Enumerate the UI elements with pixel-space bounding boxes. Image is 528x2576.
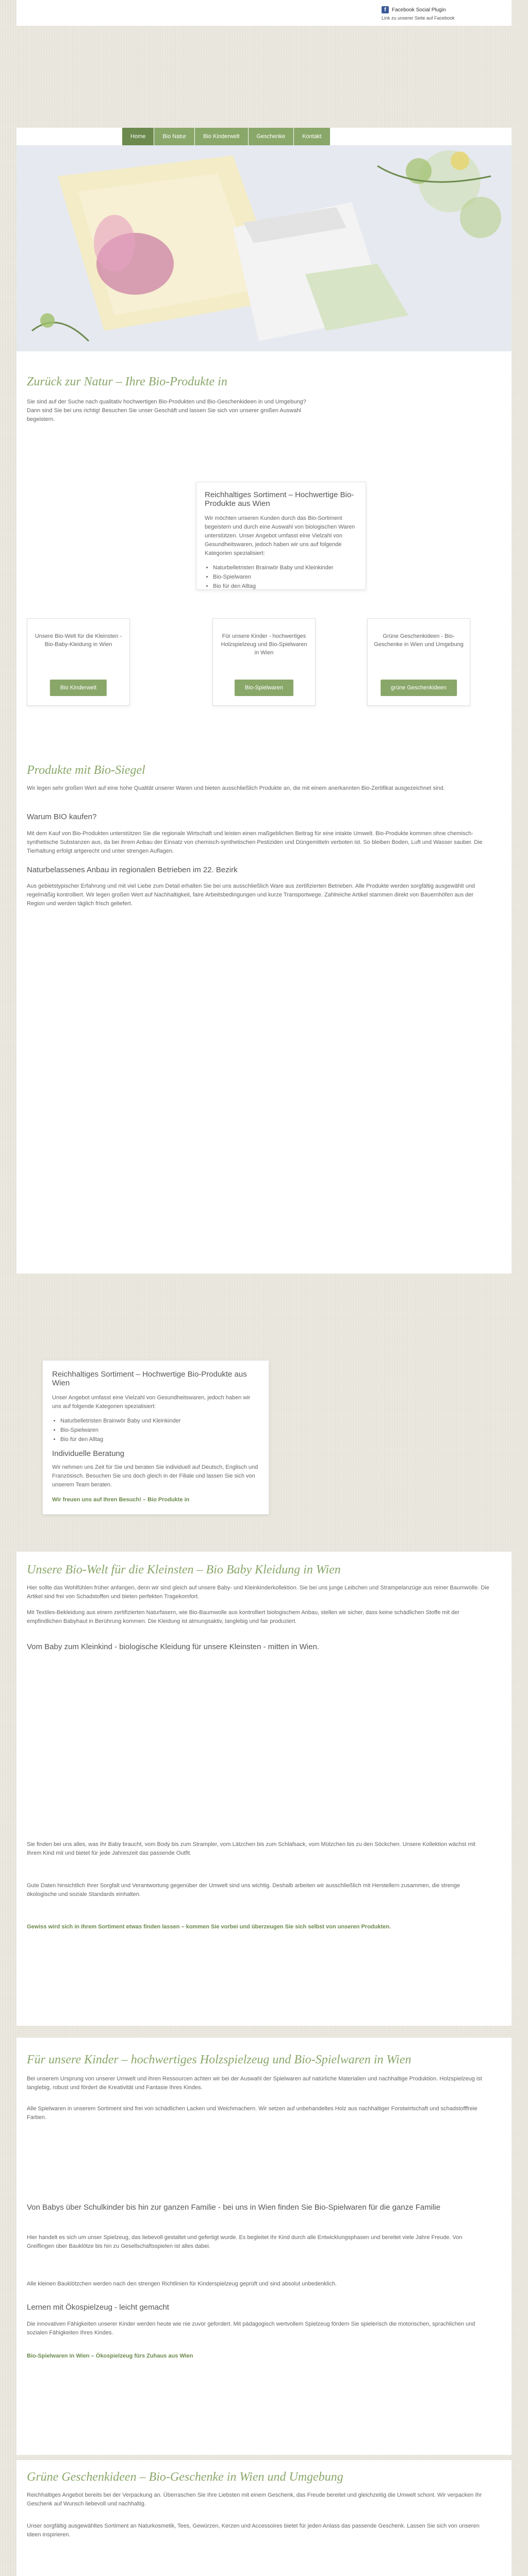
hero-image — [16, 145, 512, 351]
hero-illustration — [16, 145, 512, 351]
sortiment-panel — [196, 482, 366, 590]
geschenke-text-2: Unser sorgfältig ausgewähltes Sortiment an Naturkosmetik, Tees, Gewürzen, Kerzen und Accessoires bietet für jeden Anlass das passende Geschenk. Lassen Sie sich von unseren Ideen inspirieren. — [27, 2523, 480, 2538]
nav-item-home[interactable]: Home — [122, 128, 154, 145]
cta-box-geschenke — [367, 618, 470, 706]
facebook-icon: f — [382, 6, 389, 13]
siegel-question: Warum BIO kaufen? — [27, 812, 97, 821]
middle-panel-list — [52, 1416, 259, 1444]
intro-heading: Zurück zur Natur – Ihre Bio-Produkte in — [27, 375, 227, 388]
main-nav — [122, 128, 331, 145]
list-item: • Naturbelletristen Brainwör Baby und Kleinkinder — [60, 1416, 259, 1426]
list-item: • Bio für den Alltag — [60, 1435, 259, 1444]
middle-sortiment-panel — [42, 1360, 269, 1515]
spielwaren-text-5: Die innovativen Fähigkeiten unserer Kinder werden heute wie nie zuvor gefordert. Mit pädagogisch wertvollem Spielzeug fördern Sie spielerisch die motorischen, sprachlichen und sozialen Fähigkeiten Ihres Kindes. — [27, 2321, 475, 2336]
geschenke-button[interactable]: grüne Geschenkideen — [381, 680, 457, 696]
cta-title-spielwaren: Für unsere Kinder - hochwertiges Holzspielzeug und Bio-Spielwaren in Wien — [221, 633, 307, 656]
spielwaren-text-1: Bei unserem Ursprung von unserer Umwelt und ihren Ressourcen achten wir bei der Auswahl der Spielwaren auf natürliche Materialien und nachhaltige Produktion. Holzspielzeug ist langlebig, robust und fördert die Kreativität und Fantasie Ihres Kindes. — [27, 2076, 482, 2091]
spielwaren-button[interactable]: Bio-Spielwaren — [235, 680, 293, 696]
kinderwelt-text-2: Mit Textiles-Bekleidung aus einem zertifizierten Naturfasern, wie Bio-Baumwolle aus kontrolliert biologischem Anbau, stellen wir sicher, dass keine schädlichen Stoffe mit der empfindlichen Babyhaut in Berührung kommen. Die Kleidung ist atmungsaktiv, langlebig und fair produziert. — [27, 1609, 460, 1624]
middle-panel-link[interactable]: Wir freuen uns auf Ihren Besuch! – Bio Produkte in — [52, 1497, 190, 1503]
siegel-answer: Mit dem Kauf von Bio-Produkten unterstützen Sie die regionale Wirtschaft und leisten einen maßgeblichen Beitrag für eine intakte Umwelt. Bio-Produkte kommen ohne chemisch-synthetische Substanzen aus, da bei ihrem Anbau der Einsatz von chemisch-synthetischen Pestiziden und Düngemitteln verboten ist. So bleiben Boden, Luft und Wasser sauber. Die Tierhaltung erfolgt artgerecht und unter strengen Auflagen. — [27, 831, 483, 854]
kinderwelt-link[interactable]: Gewiss wird sich in Ihrem Sortiment etwas finden lassen – kommen Sie vorbei und überzeugen Sie sich selbst von unseren Produkten. — [27, 1924, 391, 1930]
list-item: • Bio-Spielwaren — [60, 1426, 259, 1435]
siegel-text: Wir legen sehr großen Wert auf eine hohe Qualität unserer Waren und bieten ausschließlich Produkte an, die mit einem anerkannten Bio-Zertifikat ausgezeichnet sind. — [27, 785, 445, 791]
kinderwelt-heading: Unsere Bio-Welt für die Kleinsten – Bio Baby Kleidung in Wien — [27, 1563, 341, 1577]
middle-panel-title: Reichhaltiges Sortiment – Hochwertige Bio-Produkte aus Wien — [52, 1370, 247, 1387]
kinderwelt-button[interactable]: Bio Kinderwelt — [50, 680, 107, 696]
middle-panel-subtext: Wir nehmen uns Zeit für Sie und beraten Sie individuell auf Deutsch, Englisch und Französisch. Besuchen Sie uns doch gleich in der Filiale und lassen Sie sich von unserem Team beraten. — [52, 1464, 258, 1488]
kinderwelt-text-1: Hier sollte das Wohlfühlen früher anfangen, denn wir sind gleich auf unsere Baby- und Kleinkinderkollektion. Sie bei uns junge Leibchen und Strampelanzüge aus reiner Baumwolle. Die Artikel sind frei von Schadstoffen und bieten perfekten Tragekomfort. — [27, 1585, 489, 1600]
nav-item-kontakt[interactable]: Kontakt — [294, 128, 330, 145]
list-item: • Bio-Spielwaren — [213, 572, 357, 582]
geschenke-section — [16, 2460, 512, 2576]
list-item: • Bio für den Alltag — [213, 582, 357, 591]
sortiment-title: Reichhaltiges Sortiment – Hochwertige Bio-Produkte aus Wien — [205, 490, 354, 508]
middle-panel-text: Unser Angebot umfasst eine Vielzahl von Gesundheitswaren, jedoch haben wir uns auf folgende Kategorien spezialisiert: — [52, 1395, 251, 1410]
facebook-label[interactable]: Facebook Social Plugin — [392, 7, 446, 13]
sortiment-text: Wir möchten unseren Kunden durch das Bio-Sortiment begeistern und durch eine Auswahl von biologischen Waren unterstützen. Unser Angebot umfasst eine Vielzahl von Gesundheitswaren, jedoch haben wir uns auf folgende Kategorien spezialisiert: — [205, 515, 355, 556]
middle-panel-subheading: Individuelle Beratung — [52, 1449, 125, 1458]
geschenke-text-1: Reichhaltiges Angebot bereits bei der Verpackung an. Überraschen Sie Ihre Liebsten mit einem Geschenk, das Freude bereitet und gleichzeitig die Umwelt schont. Wir verpacken Ihr Geschenk auf Wunsch liebevoll und nachhaltig. — [27, 2492, 482, 2507]
cta-title-geschenke: Grüne Geschenkideen - Bio-Geschenke in Wien und Umgebung — [374, 633, 464, 648]
cta-box-spielwaren — [212, 618, 316, 706]
spielwaren-subheading: Von Babys über Schulkinder bis hin zur ganzen Familie - bei uns in Wien finden Sie Bio-Spielwaren für die ganze Familie — [27, 2203, 441, 2212]
siegel-subtext: Aus gebietstypischer Erfahrung und mit viel Liebe zum Detail erhalten Sie bei uns ausschließlich Ware aus zertifizierten Betrieben. Alle Produkte werden sorgfältig ausgewählt und regelmäßig kontrolliert. Wir legen großen Wert auf Nachhaltigkeit, faire Arbeitsbedingungen und kurze Transportwege. Zahlreiche Artikel stammen direkt von Bauernhöfen aus der Region und werden täglich frisch geliefert. — [27, 883, 475, 907]
spielwaren-text-3: Hier handelt es sich um unser Spielzeug, das liebevoll gestaltet und gefertigt wurde. Es begleitet Ihr Kind durch alle Entwicklungsphasen und bereitet viele Jahre Freude. Von Greiflingen über Bauklötze bis hin zu Gesellschaftsspielen ist alles dabei. — [27, 2234, 463, 2249]
spielwaren-link[interactable]: Bio-Spielwaren in Wien – Ökospielzeug fürs Zuhaus aus Wien — [27, 2353, 193, 2359]
list-item: • Naturbelletristen Brainwör Baby und Kleinkinder — [213, 563, 357, 572]
top-bar — [16, 0, 512, 26]
nav-item-bio-kinderwelt[interactable]: Bio Kinderwelt — [195, 128, 248, 145]
spielwaren-text-4: Alle kleinen Bauklötzchen werden nach den strengen Richtlinien für Kinderspielzeug geprüft und sind absolut unbedenklich. — [27, 2281, 337, 2287]
nav-item-bio-natur[interactable]: Bio Natur — [154, 128, 195, 145]
facebook-note: Link zu unserer Seite auf Facebook — [382, 15, 455, 21]
navigation-bar — [16, 128, 512, 145]
cta-title-kinderwelt: Unsere Bio-Welt für die Kleinsten - Bio-Baby-Kleidung in Wien — [35, 633, 122, 648]
siegel-heading: Produkte mit Bio-Siegel — [27, 764, 145, 777]
spielwaren-text-2: Alle Spielwaren in unserem Sortiment sind frei von schädlichen Lacken und Weichmachern. Wir setzen auf unbehandeltes Holz aus nachhaltiger Forstwirtschaft und schadstofffreie Farben. — [27, 2106, 477, 2121]
spielwaren-heading: Für unsere Kinder – hochwertiges Holzspielzeug und Bio-Spielwaren in Wien — [27, 2053, 411, 2066]
cta-box-kinderwelt — [27, 618, 130, 706]
nav-item-geschenke[interactable]: Geschenke — [249, 128, 294, 145]
geschenke-heading: Grüne Geschenkideen – Bio-Geschenke in Wien und Umgebung — [27, 2470, 343, 2484]
spielwaren-section — [16, 2038, 512, 2455]
facebook-widget[interactable] — [382, 6, 500, 21]
sortiment-list — [205, 563, 357, 591]
kinderwelt-text-3: Sie finden bei uns alles, was Ihr Baby braucht, vom Body bis zum Strampler, vom Lätzchen bis zum Schlafsack, vom Mützchen bis zu den Söckchen. Unsere Kollektion wächst mit Ihrem Kind mit und bietet für jede Jahreszeit das passende Outfit. — [27, 1841, 476, 1856]
intro-text: Sie sind auf der Suche nach qualitativ hochwertigen Bio-Produkten und Bio-Geschenkideen in und Umgebung? Dann sind Sie bei uns richtig! Besuchen Sie unser Geschäft und lassen Sie sich von unserer großen Auswahl begeistern. — [27, 399, 306, 422]
kinderwelt-section — [16, 1552, 512, 2026]
spielwaren-subheading-2: Lernen mit Ökospielzeug - leicht gemacht — [27, 2303, 169, 2312]
siegel-section — [16, 753, 512, 1274]
siegel-subheading: Naturbelassenes Anbau in regionalen Betrieben im 22. Bezirk — [27, 866, 238, 874]
kinderwelt-text-4: Gute Daten hinsichtlich Ihrer Sorgfalt und Verantwortung gegenüber der Umwelt sind uns wichtig. Deshalb arbeiten wir ausschließlich mit Herstellern zusammen, die strenge ökologische und soziale Standards einhalten. — [27, 1883, 460, 1897]
kinderwelt-subheading: Vom Baby zum Kleinkind - biologische Kleidung für unsere Kleinsten - mitten in Wien. — [27, 1642, 319, 1651]
